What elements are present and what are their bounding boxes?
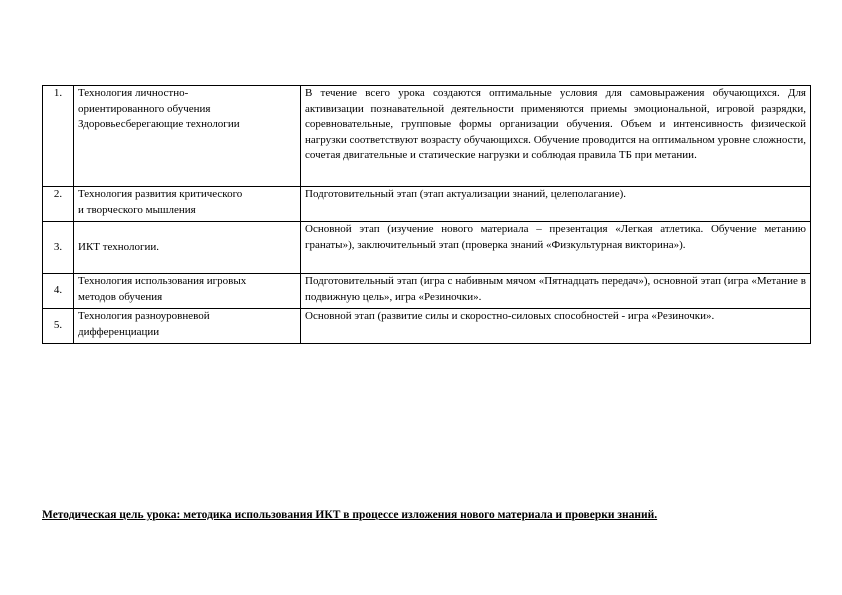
table-row	[43, 274, 811, 309]
table-row	[43, 187, 811, 222]
technology-description: Подготовительный этап (этап актуализации знаний, целеполагание).	[301, 187, 811, 222]
technology-name-line: Технология личностно-	[78, 87, 189, 99]
technology-name-line: ориентированного обучения	[78, 102, 211, 115]
technology-name-line: методов обучения	[78, 290, 163, 303]
technology-name-line: дифференциации	[78, 325, 160, 338]
technology-name-line: Технология использования игровых	[78, 275, 247, 287]
row-number: 4.	[43, 274, 74, 309]
technology-name	[74, 187, 301, 222]
row-number: 2.	[43, 187, 74, 222]
technology-name	[74, 86, 301, 187]
technology-name	[74, 222, 301, 274]
methodical-goal: Методическая цель урока: методика использования ИКТ в процессе изложения нового материала и проверки знаний.	[42, 509, 658, 521]
table-row	[43, 86, 811, 187]
technology-name-line: и творческого мышления	[78, 203, 196, 216]
technology-name	[74, 309, 301, 344]
technology-name-line: Технология разноуровневой	[78, 310, 210, 322]
table-row	[43, 309, 811, 344]
technology-description: Основной этап (изучение нового материала – презентация «Легкая атлетика. Обучение метанию гранаты»), заключительный этап (проверка знаний «Физкультурная викторина»).	[301, 222, 811, 274]
technology-name	[74, 274, 301, 309]
technologies-table	[42, 85, 811, 344]
technology-name-line: ИКТ технологии.	[78, 240, 160, 253]
row-number: 1.	[43, 86, 74, 187]
row-number: 3.	[43, 222, 74, 274]
technology-description: Основной этап (развитие силы и скоростно-силовых способностей - игра «Резиночки».	[301, 309, 811, 344]
table-row	[43, 222, 811, 274]
technology-description: Подготовительный этап (игра с набивным мячом «Пятнадцать передач»), основной этап (игра «Метание в подвижную цель», игра «Резиночки».	[301, 274, 811, 309]
technology-description: В течение всего урока создаются оптимальные условия для самовыражения обучающихся. Для активизации познавательной деятельности применяются приемы эмоциональной, игровой разрядки, соревновательные, групповые формы организации обучения. Объем и интенсивность физической нагрузки соответствуют возрасту обучающихся. Обучение проводится на оптимальном уровне сложности, сочетая двигательные и статические нагрузки и соблюдая правила ТБ при метании.	[301, 86, 811, 187]
row-number: 5.	[43, 309, 74, 344]
technology-name-line: Здоровьесберегающие технологии	[78, 118, 240, 130]
technology-name-line: Технология развития критического	[78, 188, 243, 200]
